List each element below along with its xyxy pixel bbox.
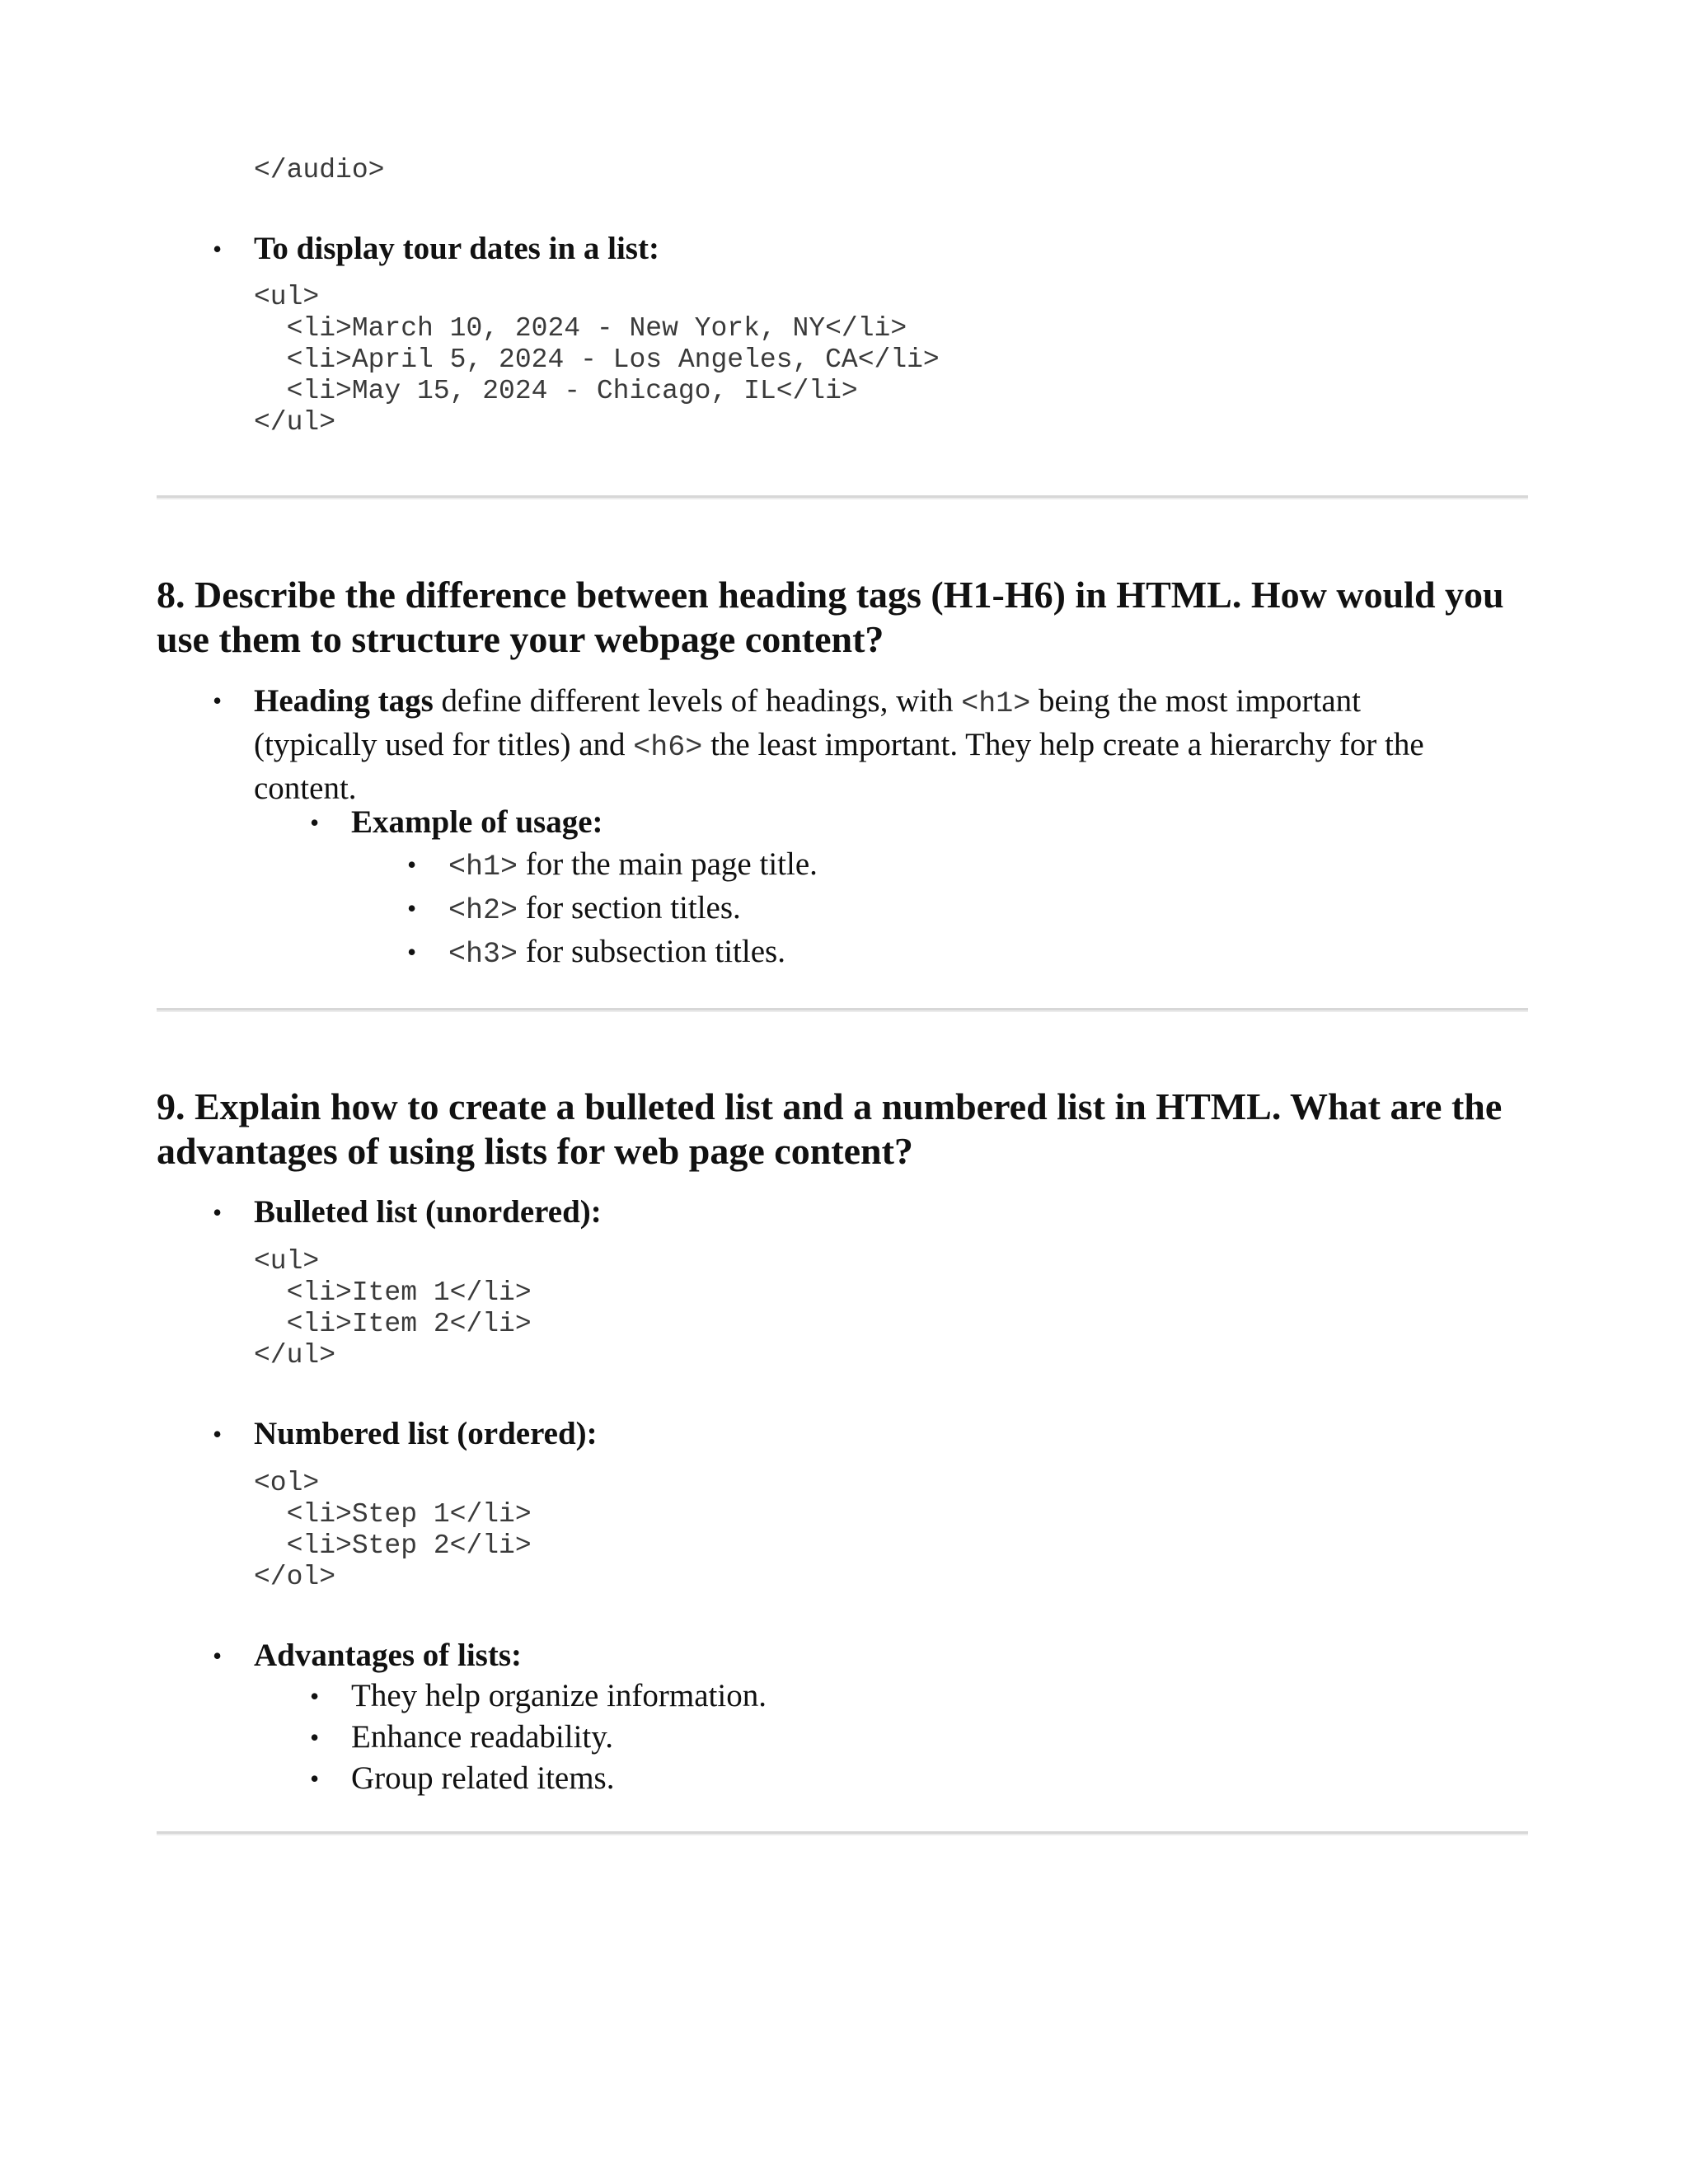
section-divider [157,1008,1528,1012]
bullet-icon: • [407,893,417,923]
q8-paragraph [254,681,1474,808]
q9-heading: 9. Explain how to create a bulleted list and a numbered list in HTML. What are the advantages of using lists for web page content? [157,1085,1503,1172]
bullet-icon: • [213,1197,223,1227]
bullet-icon: • [310,808,320,837]
q8-example-code: <h3> [448,938,518,971]
q8-example-code: <h2> [448,894,518,927]
bullet-icon: • [213,234,223,264]
code-tour-dates: <ul> <li>March 10, 2024 - New York, NY</li> <li>April 5, 2024 - Los Angeles, CA</li> <li>May 15, 2024 - Chicago, IL</li> </ul> [254,282,940,438]
bullet-icon: • [310,1681,320,1711]
code-bulleted-list: <ul> <li>Item 1</li> <li>Item 2</li> </ul> [254,1246,532,1371]
q8-para-text-3: the least important. They help create a hierarchy for the content. [254,727,1424,806]
bullet-icon: • [213,686,223,715]
q8-para-text-2: being the most important (typically used for titles) and [254,683,1361,762]
code-closing-audio: </audio> [254,155,385,185]
q8-para-text-1: define different levels of headings, with [433,683,962,719]
q8-code-h6: <h6> [633,731,703,764]
q8-example-item [448,932,785,974]
bullet-icon: • [407,850,417,879]
q8-example-label: Example of usage: [351,804,603,840]
q8-example-code: <h1> [448,851,518,883]
section-divider [157,1831,1528,1835]
q8-heading: 8. Describe the difference between heading tags (H1-H6) in HTML. How would you use them to structure your webpage content? [157,574,1504,660]
q8-example-text: for the main page title. [518,846,818,882]
bullet-icon: • [213,1641,223,1671]
code-numbered-list: <ol> <li>Step 1</li> <li>Step 2</li> </ol> [254,1468,532,1592]
q9-advantage-item: Enhance readability. [351,1719,613,1755]
q8-example-text: for subsection titles. [518,934,785,969]
q9-advantages-label: Advantages of lists: [254,1638,523,1673]
q9-advantage-item: They help organize information. [351,1678,767,1713]
bullet-icon: • [407,937,417,967]
q8-code-h1: <h1> [961,687,1031,720]
bullet-icon: • [310,1764,320,1793]
tour-dates-label: To display tour dates in a list: [254,231,659,266]
q9-advantage-item: Group related items. [351,1760,615,1796]
q8-para-bold: Heading tags [254,683,434,719]
bullet-icon: • [213,1419,223,1449]
q8-example-text: for section titles. [518,890,741,926]
q9-bulleted-label: Bulleted list (unordered): [254,1194,602,1230]
section-divider [157,495,1528,499]
bullet-icon: • [310,1722,320,1752]
q9-numbered-label: Numbered list (ordered): [254,1416,598,1451]
q8-example-item [448,888,741,930]
q8-example-item [448,845,818,887]
